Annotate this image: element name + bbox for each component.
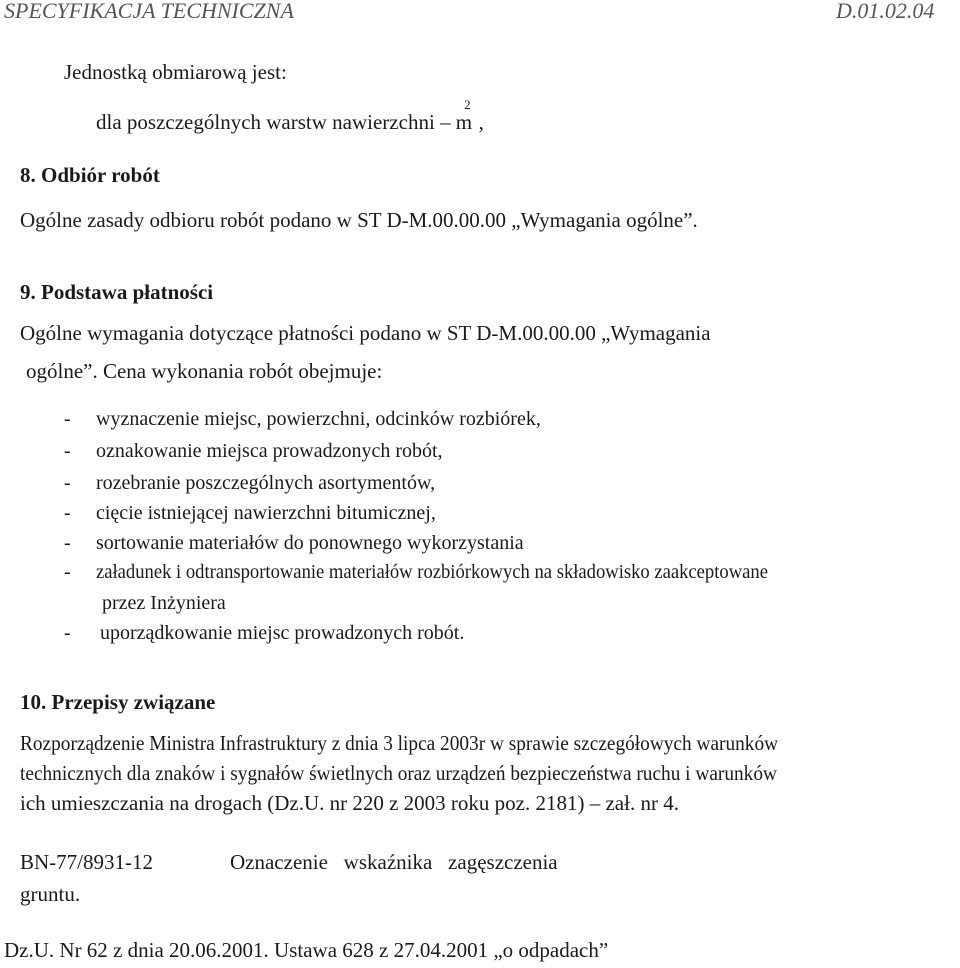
section-10-title: Przepisy związane	[51, 690, 216, 714]
list-item: rozebranie poszczególnych asortymentów,	[96, 472, 436, 494]
list-dash: -	[64, 502, 71, 524]
list-dash: -	[64, 440, 71, 462]
section-9-heading: 9. Podstawa płatności	[20, 280, 214, 304]
list-item: oznakowanie miejsca prowadzonych robót,	[96, 440, 443, 462]
section-9-text-line2: ogólne”. Cena wykonania robót obejmuje:	[26, 359, 383, 383]
list-dash: -	[64, 622, 71, 644]
list-dash: -	[64, 472, 71, 494]
list-item: uporządkowanie miejsc prowadzonych robót.	[100, 622, 465, 644]
list-dash: -	[64, 561, 71, 583]
regulation-line1: Rozporządzenie Ministra Infrastruktury z dnia 3 lipca 2003r w sprawie szczegółowych warunków	[20, 731, 779, 755]
list-dash: -	[64, 532, 71, 554]
list-dash: -	[64, 408, 71, 430]
list-item: wyznaczenie miejsc, powierzchni, odcinków rozbiórek,	[96, 408, 541, 430]
regulation-line2: technicznych dla znaków i sygnałów świetlnych oraz urządzeń bezpieczeństwa ruchu i warunków	[20, 761, 777, 785]
unit-line-end: ,	[478, 110, 484, 134]
list-item: cięcie istniejącej nawierzchni bitumicznej,	[96, 502, 436, 524]
regulation-line3: ich umieszczania na drogach (Dz.U. nr 220 z 2003 roku poz. 2181) – zał. nr 4.	[20, 791, 679, 815]
unit-superscript: 2	[464, 97, 471, 112]
waste-act-line: Dz.U. Nr 62 z dnia 20.06.2001. Ustawa 628 z 27.04.2001 „o odpadach”	[4, 938, 609, 962]
norm-title-continuation: gruntu.	[20, 882, 81, 906]
section-9-text-line1: Ogólne wymagania dotyczące płatności podano w ST D-M.00.00.00 „Wymagania	[20, 321, 711, 345]
unit-line-text: dla poszczególnych warstw nawierzchni – m	[96, 110, 473, 134]
header-code: D.01.02.04	[836, 0, 935, 23]
norm-code: BN-77/8931-12	[20, 850, 153, 874]
unit-label: Jednostką obmiarową jest:	[64, 60, 287, 84]
list-item-continuation: przez Inżyniera	[102, 592, 226, 614]
norm-title: Oznaczenie wskaźnika zagęszczenia	[230, 850, 558, 874]
section-8-heading: 8. Odbiór robót	[20, 163, 160, 187]
section-8-text: Ogólne zasady odbioru robót podano w ST D-M.00.00.00 „Wymagania ogólne”.	[20, 208, 698, 232]
list-item: sortowanie materiałów do ponownego wykorzystania	[96, 532, 524, 554]
unit-line	[96, 97, 484, 135]
section-10-number: 10.	[20, 690, 47, 714]
header-title: SPECYFIKACJA TECHNICZNA	[4, 0, 294, 23]
list-item: załadunek i odtransportowanie materiałów rozbiórkowych na składowisko zaakceptowane	[96, 561, 768, 583]
section-10-heading	[20, 690, 215, 715]
